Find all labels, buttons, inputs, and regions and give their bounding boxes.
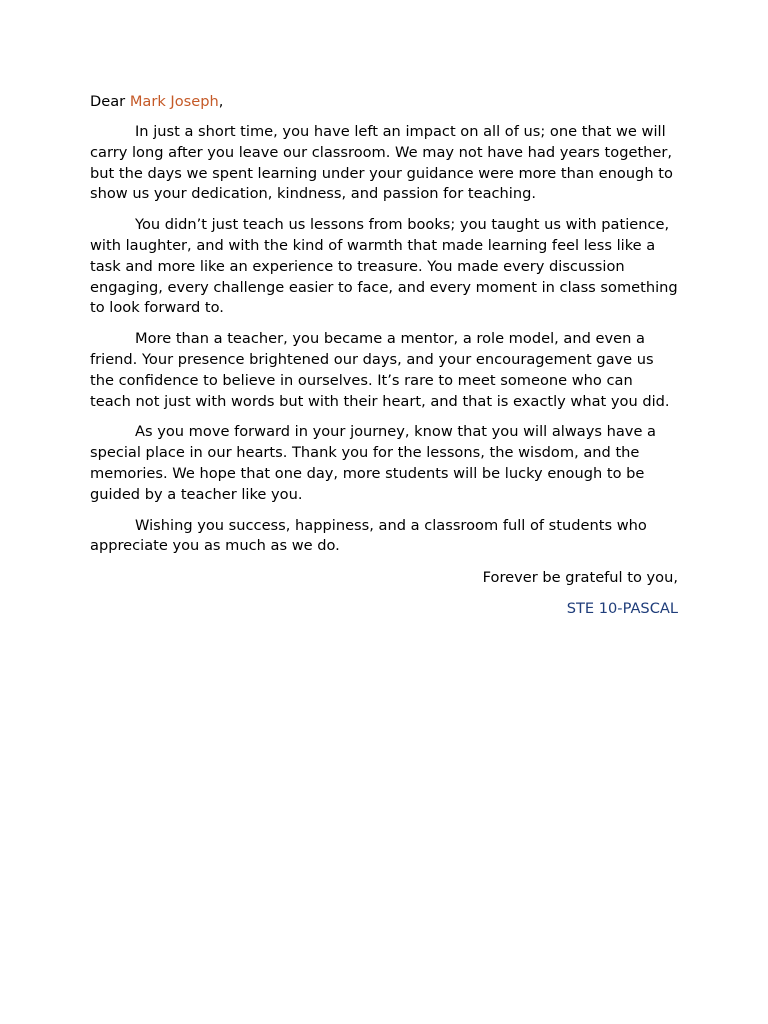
paragraph: In just a short time, you have left an impact on all of us; one that we will carry long after you leave our classroom. We may not have had years together, but the days we spent learning under your guidance were more than enough to show us your dedication, kindness, and passion for teaching. bbox=[90, 123, 673, 203]
recipient-name: Mark Joseph bbox=[129, 93, 219, 110]
letter-body bbox=[90, 91, 678, 619]
closing-line: Forever be grateful to you, bbox=[482, 569, 678, 587]
salutation bbox=[90, 91, 678, 112]
paragraph: You didn’t just teach us lessons from books; you taught us with patience, with laughter, and with the kind of warmth that made learning feel less like a task and more like an experience to treasure. You made every discussion engaging, every challenge easier to face, and every moment in class something to look forward to. bbox=[90, 216, 678, 317]
salutation-prefix: Dear bbox=[90, 93, 130, 110]
paragraph: As you move forward in your journey, know that you will always have a special place in our hearts. Thank you for the lessons, the wisdom, and the memories. We hope that one day, more students will be lucky enough to be guided by a teacher like you. bbox=[90, 423, 656, 503]
paragraph: More than a teacher, you became a mentor, a role model, and even a friend. Your presence brightened our days, and your encouragement gave us the confidence to believe in ourselves. It’s rare to meet someone who can teach not just with words but with their heart, and that is exactly what you did. bbox=[90, 330, 670, 410]
paragraph: Wishing you success, happiness, and a classroom full of students who appreciate you as much as we do. bbox=[90, 516, 647, 555]
signature: STE 10-PASCAL bbox=[566, 600, 678, 618]
salutation-suffix: , bbox=[218, 93, 224, 110]
